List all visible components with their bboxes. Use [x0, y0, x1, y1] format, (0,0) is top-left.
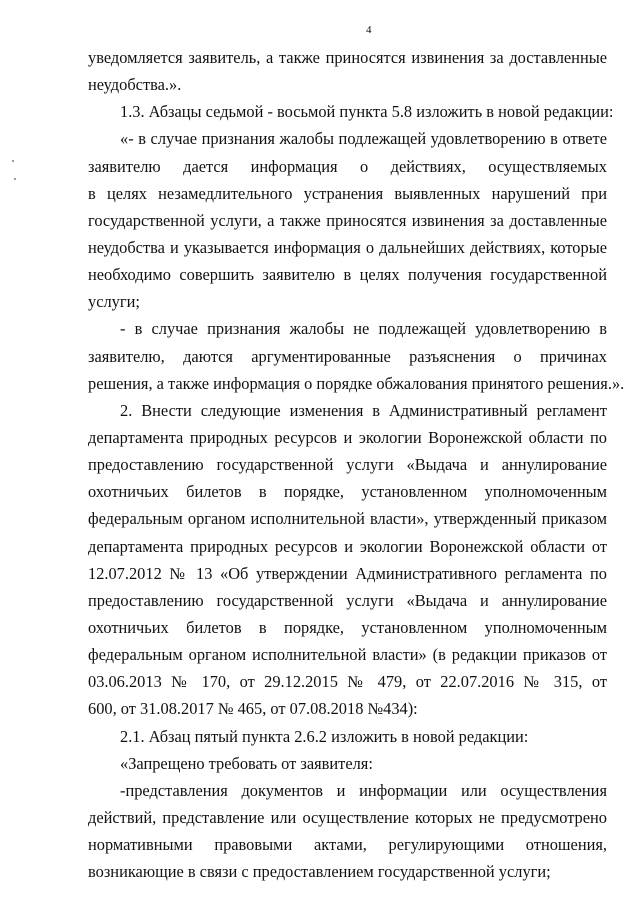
text-line: департамента природных ресурсов и экологии Воронежской области от	[88, 536, 607, 556]
text-line: -представления документов и информации или осуществления	[120, 780, 607, 800]
section-heading: 1.3. Абзацы седьмой - восьмой пункта 5.8 изложить в новой редакции:	[120, 102, 614, 122]
text-line: заявителю, даются аргументированные разъяснения о причинах	[88, 346, 607, 366]
text-line: неудобства.».	[88, 75, 182, 95]
text-line: охотничьих билетов в порядке, установленном уполномоченным	[88, 617, 607, 637]
scan-speck	[14, 178, 16, 180]
text-line: необходимо совершить заявителю в целях получения государственной	[88, 265, 607, 285]
text-line: охотничьих билетов в порядке, установленном уполномоченным	[88, 482, 607, 502]
text-line: «Запрещено требовать от заявителя:	[120, 753, 373, 773]
text-line: в целях незамедлительного устранения выявленных нарушений при	[88, 183, 607, 203]
text-line: «- в случае признания жалобы подлежащей удовлетворению в ответе	[120, 129, 607, 149]
text-line: - в случае признания жалобы не подлежащей удовлетворению в	[120, 319, 607, 339]
text-line: неудобства и указывается информация о дальнейших действиях, которые	[88, 237, 607, 257]
text-line: федеральным органом исполнительной власти» (в редакции приказов от	[88, 645, 607, 665]
section-heading: 2.1. Абзац пятый пункта 2.6.2 изложить в новой редакции:	[120, 726, 529, 746]
scan-speck	[12, 160, 14, 162]
text-line: нормативными правовыми актами, регулирующими отношения,	[88, 835, 607, 855]
document-body	[88, 44, 625, 885]
section-heading: 2. Внести следующие изменения в Административный регламент	[120, 400, 607, 420]
text-line: 12.07.2012 № 13 «Об утверждении Административного регламента по	[88, 563, 607, 583]
text-line: заявителю дается информация о действиях, осуществляемых	[88, 156, 607, 176]
page-number: 4	[366, 24, 372, 36]
text-line: услуги;	[88, 292, 140, 312]
text-line: государственной услуги, а также приносятся извинения за доставленные	[88, 210, 607, 230]
text-line: решения, а также информация о порядке обжалования принятого решения.».	[88, 373, 625, 393]
text-line: департамента природных ресурсов и экологии Воронежской области по	[88, 427, 607, 447]
text-line: предоставлению государственной услуги «Выдача и аннулирование	[88, 590, 607, 610]
text-line: действий, представление или осуществление которых не предусмотрено	[88, 807, 607, 827]
text-line: возникающие в связи с предоставлением государственной услуги;	[88, 862, 551, 882]
text-line: уведомляется заявитель, а также приносятся извинения за доставленные	[88, 48, 607, 67]
text-line: 03.06.2013 № 170, от 29.12.2015 № 479, от 22.07.2016 № 315, от	[88, 672, 607, 692]
text-line: предоставлению государственной услуги «Выдача и аннулирование	[88, 455, 607, 475]
text-line: 600, от 31.08.2017 № 465, от 07.08.2018 №434):	[88, 699, 418, 719]
text-line: федеральным органом исполнительной власти», утвержденный приказом	[88, 509, 607, 529]
